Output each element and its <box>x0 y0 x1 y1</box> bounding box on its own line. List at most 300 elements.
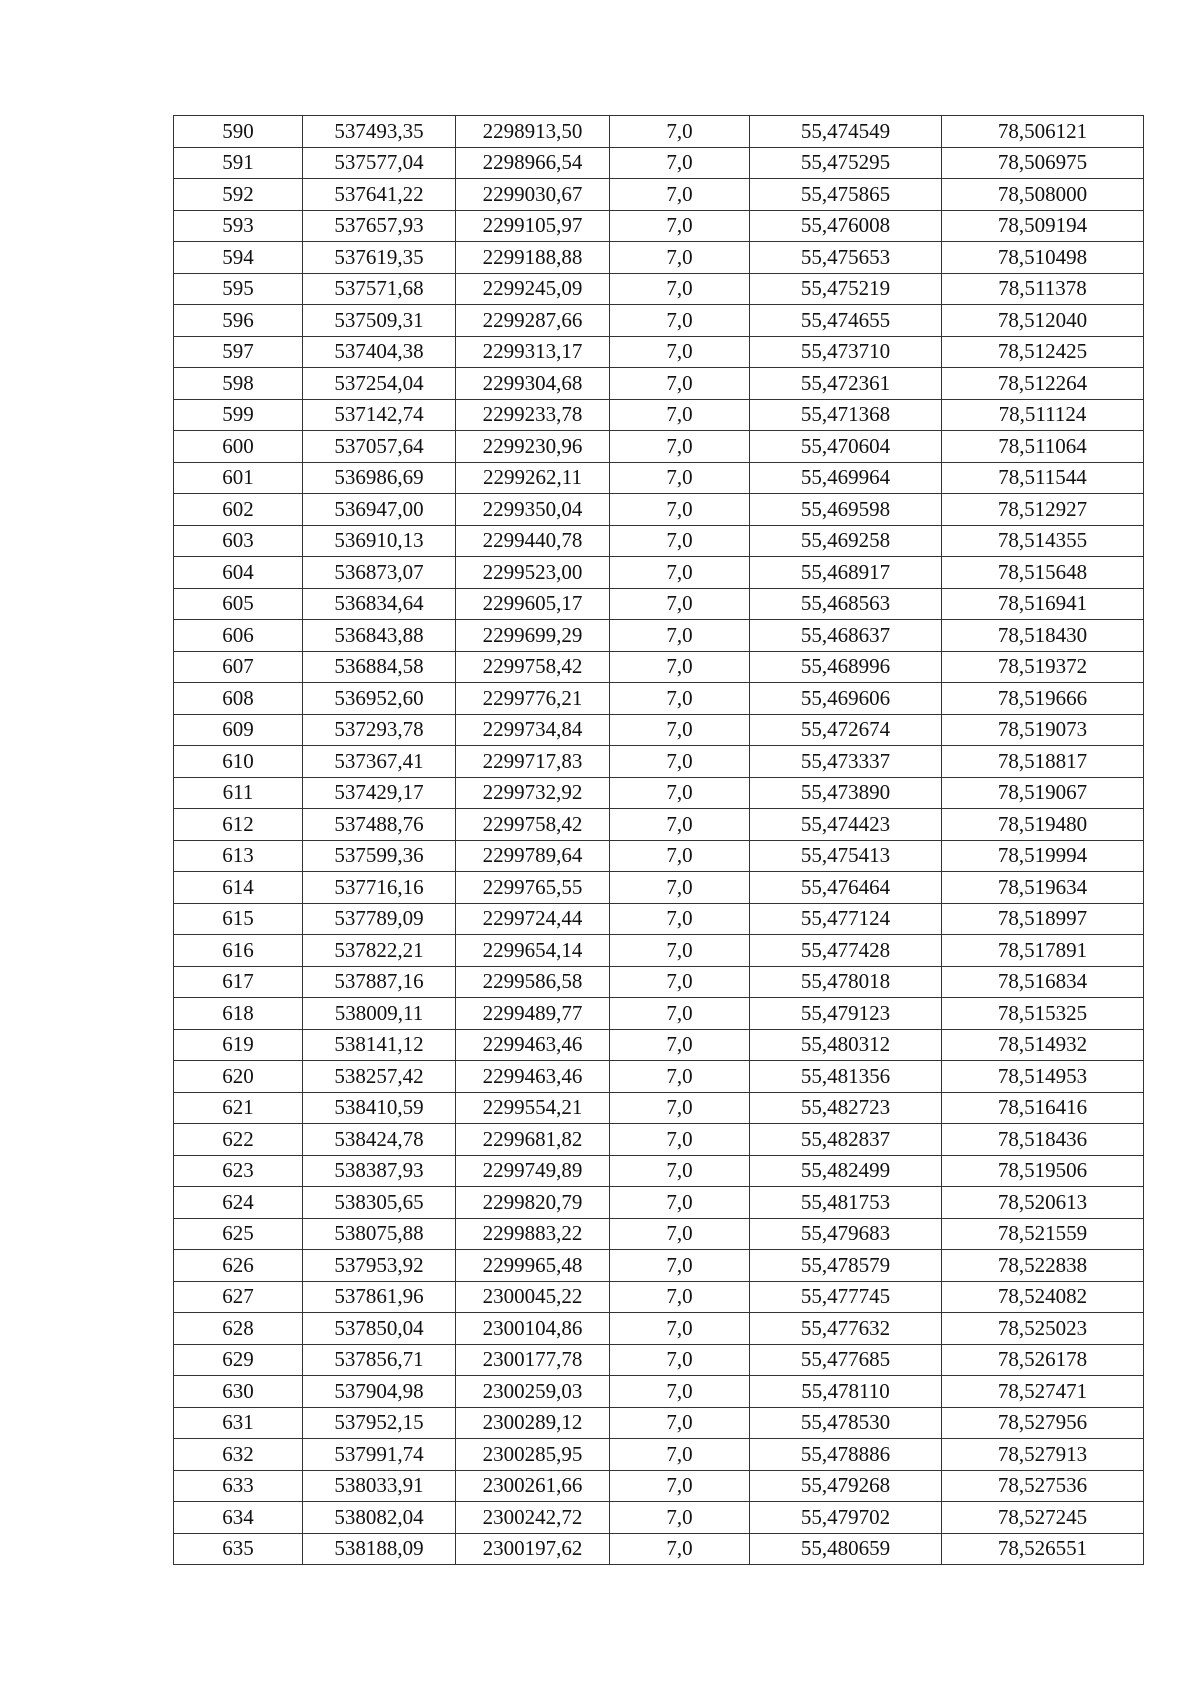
y-coordinate-cell: 2299233,78 <box>456 399 610 431</box>
longitude-cell: 78,519480 <box>942 809 1144 841</box>
y-coordinate-cell: 2299681,82 <box>456 1124 610 1156</box>
y-coordinate-cell: 2299883,22 <box>456 1218 610 1250</box>
latitude-cell: 55,473890 <box>750 777 942 809</box>
x-coordinate-cell: 538424,78 <box>303 1124 456 1156</box>
y-coordinate-cell: 2299262,11 <box>456 462 610 494</box>
longitude-cell: 78,509194 <box>942 210 1144 242</box>
y-coordinate-cell: 2299586,58 <box>456 966 610 998</box>
y-coordinate-cell: 2299734,84 <box>456 714 610 746</box>
latitude-cell: 55,478530 <box>750 1407 942 1439</box>
tolerance-cell: 7,0 <box>610 494 750 526</box>
y-coordinate-cell: 2299463,46 <box>456 1061 610 1093</box>
x-coordinate-cell: 538033,91 <box>303 1470 456 1502</box>
x-coordinate-cell: 537953,92 <box>303 1250 456 1282</box>
x-coordinate-cell: 537367,41 <box>303 746 456 778</box>
y-coordinate-cell: 2299245,09 <box>456 273 610 305</box>
tolerance-cell: 7,0 <box>610 179 750 211</box>
point-number-cell: 615 <box>174 903 303 935</box>
x-coordinate-cell: 537850,04 <box>303 1313 456 1345</box>
table-row <box>174 1092 1144 1124</box>
point-number-cell: 613 <box>174 840 303 872</box>
latitude-cell: 55,482837 <box>750 1124 942 1156</box>
tolerance-cell: 7,0 <box>610 1281 750 1313</box>
latitude-cell: 55,469258 <box>750 525 942 557</box>
tolerance-cell: 7,0 <box>610 620 750 652</box>
latitude-cell: 55,469606 <box>750 683 942 715</box>
longitude-cell: 78,511064 <box>942 431 1144 463</box>
latitude-cell: 55,478018 <box>750 966 942 998</box>
x-coordinate-cell: 537887,16 <box>303 966 456 998</box>
y-coordinate-cell: 2300177,78 <box>456 1344 610 1376</box>
table-row <box>174 431 1144 463</box>
y-coordinate-cell: 2300045,22 <box>456 1281 610 1313</box>
latitude-cell: 55,479268 <box>750 1470 942 1502</box>
longitude-cell: 78,518817 <box>942 746 1144 778</box>
longitude-cell: 78,510498 <box>942 242 1144 274</box>
table-row <box>174 1061 1144 1093</box>
table-row <box>174 210 1144 242</box>
y-coordinate-cell: 2300285,95 <box>456 1439 610 1471</box>
x-coordinate-cell: 536884,58 <box>303 651 456 683</box>
point-number-cell: 593 <box>174 210 303 242</box>
tolerance-cell: 7,0 <box>610 966 750 998</box>
tolerance-cell: 7,0 <box>610 242 750 274</box>
tolerance-cell: 7,0 <box>610 336 750 368</box>
x-coordinate-cell: 537577,04 <box>303 147 456 179</box>
longitude-cell: 78,527245 <box>942 1502 1144 1534</box>
latitude-cell: 55,468637 <box>750 620 942 652</box>
y-coordinate-cell: 2299489,77 <box>456 998 610 1030</box>
longitude-cell: 78,515325 <box>942 998 1144 1030</box>
tolerance-cell: 7,0 <box>610 1439 750 1471</box>
x-coordinate-cell: 536843,88 <box>303 620 456 652</box>
table-row <box>174 1029 1144 1061</box>
longitude-cell: 78,527536 <box>942 1470 1144 1502</box>
latitude-cell: 55,468563 <box>750 588 942 620</box>
y-coordinate-cell: 2300259,03 <box>456 1376 610 1408</box>
longitude-cell: 78,525023 <box>942 1313 1144 1345</box>
table-row <box>174 1344 1144 1376</box>
tolerance-cell: 7,0 <box>610 1124 750 1156</box>
longitude-cell: 78,518997 <box>942 903 1144 935</box>
x-coordinate-cell: 537509,31 <box>303 305 456 337</box>
point-number-cell: 599 <box>174 399 303 431</box>
latitude-cell: 55,477428 <box>750 935 942 967</box>
y-coordinate-cell: 2300261,66 <box>456 1470 610 1502</box>
latitude-cell: 55,474549 <box>750 116 942 148</box>
table-row <box>174 651 1144 683</box>
point-number-cell: 591 <box>174 147 303 179</box>
latitude-cell: 55,479702 <box>750 1502 942 1534</box>
table-row <box>174 1218 1144 1250</box>
point-number-cell: 623 <box>174 1155 303 1187</box>
table-row <box>174 1439 1144 1471</box>
point-number-cell: 618 <box>174 998 303 1030</box>
y-coordinate-cell: 2299776,21 <box>456 683 610 715</box>
x-coordinate-cell: 537293,78 <box>303 714 456 746</box>
y-coordinate-cell: 2299287,66 <box>456 305 610 337</box>
point-number-cell: 632 <box>174 1439 303 1471</box>
table-row <box>174 714 1144 746</box>
latitude-cell: 55,469598 <box>750 494 942 526</box>
tolerance-cell: 7,0 <box>610 368 750 400</box>
table-row <box>174 368 1144 400</box>
coordinates-table <box>173 115 1144 1565</box>
tolerance-cell: 7,0 <box>610 1313 750 1345</box>
tolerance-cell: 7,0 <box>610 1061 750 1093</box>
table-row <box>174 998 1144 1030</box>
point-number-cell: 607 <box>174 651 303 683</box>
latitude-cell: 55,481356 <box>750 1061 942 1093</box>
latitude-cell: 55,477124 <box>750 903 942 935</box>
table-row <box>174 777 1144 809</box>
y-coordinate-cell: 2299820,79 <box>456 1187 610 1219</box>
x-coordinate-cell: 537599,36 <box>303 840 456 872</box>
table-row <box>174 1470 1144 1502</box>
longitude-cell: 78,512425 <box>942 336 1144 368</box>
latitude-cell: 55,474655 <box>750 305 942 337</box>
point-number-cell: 612 <box>174 809 303 841</box>
x-coordinate-cell: 538141,12 <box>303 1029 456 1061</box>
tolerance-cell: 7,0 <box>610 1376 750 1408</box>
point-number-cell: 631 <box>174 1407 303 1439</box>
point-number-cell: 595 <box>174 273 303 305</box>
point-number-cell: 624 <box>174 1187 303 1219</box>
latitude-cell: 55,474423 <box>750 809 942 841</box>
point-number-cell: 605 <box>174 588 303 620</box>
tolerance-cell: 7,0 <box>610 872 750 904</box>
latitude-cell: 55,478110 <box>750 1376 942 1408</box>
tolerance-cell: 7,0 <box>610 210 750 242</box>
point-number-cell: 635 <box>174 1533 303 1565</box>
point-number-cell: 633 <box>174 1470 303 1502</box>
longitude-cell: 78,508000 <box>942 179 1144 211</box>
point-number-cell: 619 <box>174 1029 303 1061</box>
tolerance-cell: 7,0 <box>610 1187 750 1219</box>
x-coordinate-cell: 537142,74 <box>303 399 456 431</box>
y-coordinate-cell: 2299699,29 <box>456 620 610 652</box>
x-coordinate-cell: 538009,11 <box>303 998 456 1030</box>
x-coordinate-cell: 537657,93 <box>303 210 456 242</box>
table-row <box>174 1187 1144 1219</box>
latitude-cell: 55,475653 <box>750 242 942 274</box>
x-coordinate-cell: 537789,09 <box>303 903 456 935</box>
longitude-cell: 78,512264 <box>942 368 1144 400</box>
point-number-cell: 629 <box>174 1344 303 1376</box>
table-row <box>174 1281 1144 1313</box>
latitude-cell: 55,468996 <box>750 651 942 683</box>
tolerance-cell: 7,0 <box>610 683 750 715</box>
y-coordinate-cell: 2298966,54 <box>456 147 610 179</box>
y-coordinate-cell: 2299717,83 <box>456 746 610 778</box>
longitude-cell: 78,515648 <box>942 557 1144 589</box>
point-number-cell: 626 <box>174 1250 303 1282</box>
x-coordinate-cell: 538387,93 <box>303 1155 456 1187</box>
table-row <box>174 620 1144 652</box>
table-row <box>174 935 1144 967</box>
longitude-cell: 78,511124 <box>942 399 1144 431</box>
longitude-cell: 78,519073 <box>942 714 1144 746</box>
table-row <box>174 683 1144 715</box>
latitude-cell: 55,476464 <box>750 872 942 904</box>
longitude-cell: 78,512040 <box>942 305 1144 337</box>
point-number-cell: 621 <box>174 1092 303 1124</box>
table-row <box>174 147 1144 179</box>
table-row <box>174 1533 1144 1565</box>
point-number-cell: 600 <box>174 431 303 463</box>
tolerance-cell: 7,0 <box>610 399 750 431</box>
latitude-cell: 55,479683 <box>750 1218 942 1250</box>
longitude-cell: 78,516416 <box>942 1092 1144 1124</box>
x-coordinate-cell: 537904,98 <box>303 1376 456 1408</box>
point-number-cell: 608 <box>174 683 303 715</box>
point-number-cell: 611 <box>174 777 303 809</box>
latitude-cell: 55,475413 <box>750 840 942 872</box>
tolerance-cell: 7,0 <box>610 525 750 557</box>
longitude-cell: 78,526551 <box>942 1533 1144 1565</box>
point-number-cell: 596 <box>174 305 303 337</box>
latitude-cell: 55,473337 <box>750 746 942 778</box>
longitude-cell: 78,518430 <box>942 620 1144 652</box>
x-coordinate-cell: 537952,15 <box>303 1407 456 1439</box>
tolerance-cell: 7,0 <box>610 998 750 1030</box>
point-number-cell: 614 <box>174 872 303 904</box>
latitude-cell: 55,476008 <box>750 210 942 242</box>
y-coordinate-cell: 2299230,96 <box>456 431 610 463</box>
point-number-cell: 592 <box>174 179 303 211</box>
longitude-cell: 78,527471 <box>942 1376 1144 1408</box>
tolerance-cell: 7,0 <box>610 1155 750 1187</box>
table-row <box>174 336 1144 368</box>
x-coordinate-cell: 537856,71 <box>303 1344 456 1376</box>
tolerance-cell: 7,0 <box>610 557 750 589</box>
point-number-cell: 617 <box>174 966 303 998</box>
longitude-cell: 78,514932 <box>942 1029 1144 1061</box>
longitude-cell: 78,519067 <box>942 777 1144 809</box>
x-coordinate-cell: 537404,38 <box>303 336 456 368</box>
y-coordinate-cell: 2299554,21 <box>456 1092 610 1124</box>
longitude-cell: 78,526178 <box>942 1344 1144 1376</box>
x-coordinate-cell: 538082,04 <box>303 1502 456 1534</box>
table-row <box>174 1407 1144 1439</box>
y-coordinate-cell: 2300104,86 <box>456 1313 610 1345</box>
latitude-cell: 55,477632 <box>750 1313 942 1345</box>
y-coordinate-cell: 2299749,89 <box>456 1155 610 1187</box>
table-row <box>174 525 1144 557</box>
table-row <box>174 872 1144 904</box>
x-coordinate-cell: 536873,07 <box>303 557 456 589</box>
longitude-cell: 78,516834 <box>942 966 1144 998</box>
latitude-cell: 55,475295 <box>750 147 942 179</box>
table-row <box>174 1376 1144 1408</box>
y-coordinate-cell: 2299724,44 <box>456 903 610 935</box>
y-coordinate-cell: 2299304,68 <box>456 368 610 400</box>
longitude-cell: 78,514355 <box>942 525 1144 557</box>
longitude-cell: 78,506975 <box>942 147 1144 179</box>
table-row <box>174 305 1144 337</box>
latitude-cell: 55,470604 <box>750 431 942 463</box>
point-number-cell: 598 <box>174 368 303 400</box>
table-row <box>174 557 1144 589</box>
table-row <box>174 462 1144 494</box>
x-coordinate-cell: 538188,09 <box>303 1533 456 1565</box>
point-number-cell: 625 <box>174 1218 303 1250</box>
point-number-cell: 616 <box>174 935 303 967</box>
latitude-cell: 55,475865 <box>750 179 942 211</box>
longitude-cell: 78,511544 <box>942 462 1144 494</box>
y-coordinate-cell: 2299732,92 <box>456 777 610 809</box>
longitude-cell: 78,522838 <box>942 1250 1144 1282</box>
latitude-cell: 55,473710 <box>750 336 942 368</box>
x-coordinate-cell: 538410,59 <box>303 1092 456 1124</box>
point-number-cell: 604 <box>174 557 303 589</box>
y-coordinate-cell: 2299789,64 <box>456 840 610 872</box>
y-coordinate-cell: 2298913,50 <box>456 116 610 148</box>
x-coordinate-cell: 536952,60 <box>303 683 456 715</box>
x-coordinate-cell: 536834,64 <box>303 588 456 620</box>
latitude-cell: 55,478886 <box>750 1439 942 1471</box>
latitude-cell: 55,480312 <box>750 1029 942 1061</box>
y-coordinate-cell: 2300242,72 <box>456 1502 610 1534</box>
longitude-cell: 78,514953 <box>942 1061 1144 1093</box>
y-coordinate-cell: 2299654,14 <box>456 935 610 967</box>
y-coordinate-cell: 2299440,78 <box>456 525 610 557</box>
x-coordinate-cell: 537861,96 <box>303 1281 456 1313</box>
tolerance-cell: 7,0 <box>610 1344 750 1376</box>
longitude-cell: 78,512927 <box>942 494 1144 526</box>
tolerance-cell: 7,0 <box>610 462 750 494</box>
latitude-cell: 55,477685 <box>750 1344 942 1376</box>
latitude-cell: 55,482723 <box>750 1092 942 1124</box>
table-row <box>174 1313 1144 1345</box>
longitude-cell: 78,519666 <box>942 683 1144 715</box>
y-coordinate-cell: 2299523,00 <box>456 557 610 589</box>
longitude-cell: 78,521559 <box>942 1218 1144 1250</box>
point-number-cell: 601 <box>174 462 303 494</box>
point-number-cell: 597 <box>174 336 303 368</box>
point-number-cell: 609 <box>174 714 303 746</box>
x-coordinate-cell: 536986,69 <box>303 462 456 494</box>
tolerance-cell: 7,0 <box>610 1533 750 1565</box>
x-coordinate-cell: 537488,76 <box>303 809 456 841</box>
longitude-cell: 78,506121 <box>942 116 1144 148</box>
x-coordinate-cell: 537493,35 <box>303 116 456 148</box>
tolerance-cell: 7,0 <box>610 1092 750 1124</box>
y-coordinate-cell: 2299350,04 <box>456 494 610 526</box>
longitude-cell: 78,518436 <box>942 1124 1144 1156</box>
y-coordinate-cell: 2299313,17 <box>456 336 610 368</box>
y-coordinate-cell: 2299758,42 <box>456 809 610 841</box>
table-row <box>174 179 1144 211</box>
latitude-cell: 55,472674 <box>750 714 942 746</box>
y-coordinate-cell: 2299965,48 <box>456 1250 610 1282</box>
tolerance-cell: 7,0 <box>610 935 750 967</box>
y-coordinate-cell: 2299758,42 <box>456 651 610 683</box>
latitude-cell: 55,482499 <box>750 1155 942 1187</box>
longitude-cell: 78,516941 <box>942 588 1144 620</box>
tolerance-cell: 7,0 <box>610 588 750 620</box>
x-coordinate-cell: 537619,35 <box>303 242 456 274</box>
point-number-cell: 630 <box>174 1376 303 1408</box>
table-row <box>174 1155 1144 1187</box>
x-coordinate-cell: 537822,21 <box>303 935 456 967</box>
latitude-cell: 55,472361 <box>750 368 942 400</box>
point-number-cell: 610 <box>174 746 303 778</box>
table-row <box>174 242 1144 274</box>
tolerance-cell: 7,0 <box>610 809 750 841</box>
point-number-cell: 594 <box>174 242 303 274</box>
tolerance-cell: 7,0 <box>610 431 750 463</box>
latitude-cell: 55,481753 <box>750 1187 942 1219</box>
x-coordinate-cell: 537057,64 <box>303 431 456 463</box>
tolerance-cell: 7,0 <box>610 746 750 778</box>
tolerance-cell: 7,0 <box>610 273 750 305</box>
table-row <box>174 273 1144 305</box>
table-row <box>174 1502 1144 1534</box>
latitude-cell: 55,468917 <box>750 557 942 589</box>
y-coordinate-cell: 2299765,55 <box>456 872 610 904</box>
longitude-cell: 78,520613 <box>942 1187 1144 1219</box>
y-coordinate-cell: 2300289,12 <box>456 1407 610 1439</box>
latitude-cell: 55,471368 <box>750 399 942 431</box>
point-number-cell: 627 <box>174 1281 303 1313</box>
y-coordinate-cell: 2300197,62 <box>456 1533 610 1565</box>
longitude-cell: 78,517891 <box>942 935 1144 967</box>
y-coordinate-cell: 2299605,17 <box>456 588 610 620</box>
longitude-cell: 78,519506 <box>942 1155 1144 1187</box>
latitude-cell: 55,475219 <box>750 273 942 305</box>
table-row <box>174 116 1144 148</box>
latitude-cell: 55,478579 <box>750 1250 942 1282</box>
latitude-cell: 55,480659 <box>750 1533 942 1565</box>
longitude-cell: 78,519994 <box>942 840 1144 872</box>
longitude-cell: 78,519634 <box>942 872 1144 904</box>
x-coordinate-cell: 537571,68 <box>303 273 456 305</box>
x-coordinate-cell: 537254,04 <box>303 368 456 400</box>
point-number-cell: 622 <box>174 1124 303 1156</box>
longitude-cell: 78,511378 <box>942 273 1144 305</box>
y-coordinate-cell: 2299463,46 <box>456 1029 610 1061</box>
tolerance-cell: 7,0 <box>610 714 750 746</box>
table-row <box>174 588 1144 620</box>
x-coordinate-cell: 538075,88 <box>303 1218 456 1250</box>
coordinates-table-body <box>174 116 1144 1565</box>
tolerance-cell: 7,0 <box>610 1502 750 1534</box>
point-number-cell: 634 <box>174 1502 303 1534</box>
tolerance-cell: 7,0 <box>610 147 750 179</box>
tolerance-cell: 7,0 <box>610 1470 750 1502</box>
point-number-cell: 603 <box>174 525 303 557</box>
tolerance-cell: 7,0 <box>610 840 750 872</box>
x-coordinate-cell: 538305,65 <box>303 1187 456 1219</box>
x-coordinate-cell: 536910,13 <box>303 525 456 557</box>
x-coordinate-cell: 537641,22 <box>303 179 456 211</box>
point-number-cell: 628 <box>174 1313 303 1345</box>
table-row <box>174 746 1144 778</box>
table-row <box>174 840 1144 872</box>
x-coordinate-cell: 538257,42 <box>303 1061 456 1093</box>
table-row <box>174 966 1144 998</box>
x-coordinate-cell: 537991,74 <box>303 1439 456 1471</box>
x-coordinate-cell: 536947,00 <box>303 494 456 526</box>
x-coordinate-cell: 537716,16 <box>303 872 456 904</box>
tolerance-cell: 7,0 <box>610 116 750 148</box>
latitude-cell: 55,479123 <box>750 998 942 1030</box>
longitude-cell: 78,527956 <box>942 1407 1144 1439</box>
table-row <box>174 1250 1144 1282</box>
y-coordinate-cell: 2299030,67 <box>456 179 610 211</box>
y-coordinate-cell: 2299188,88 <box>456 242 610 274</box>
